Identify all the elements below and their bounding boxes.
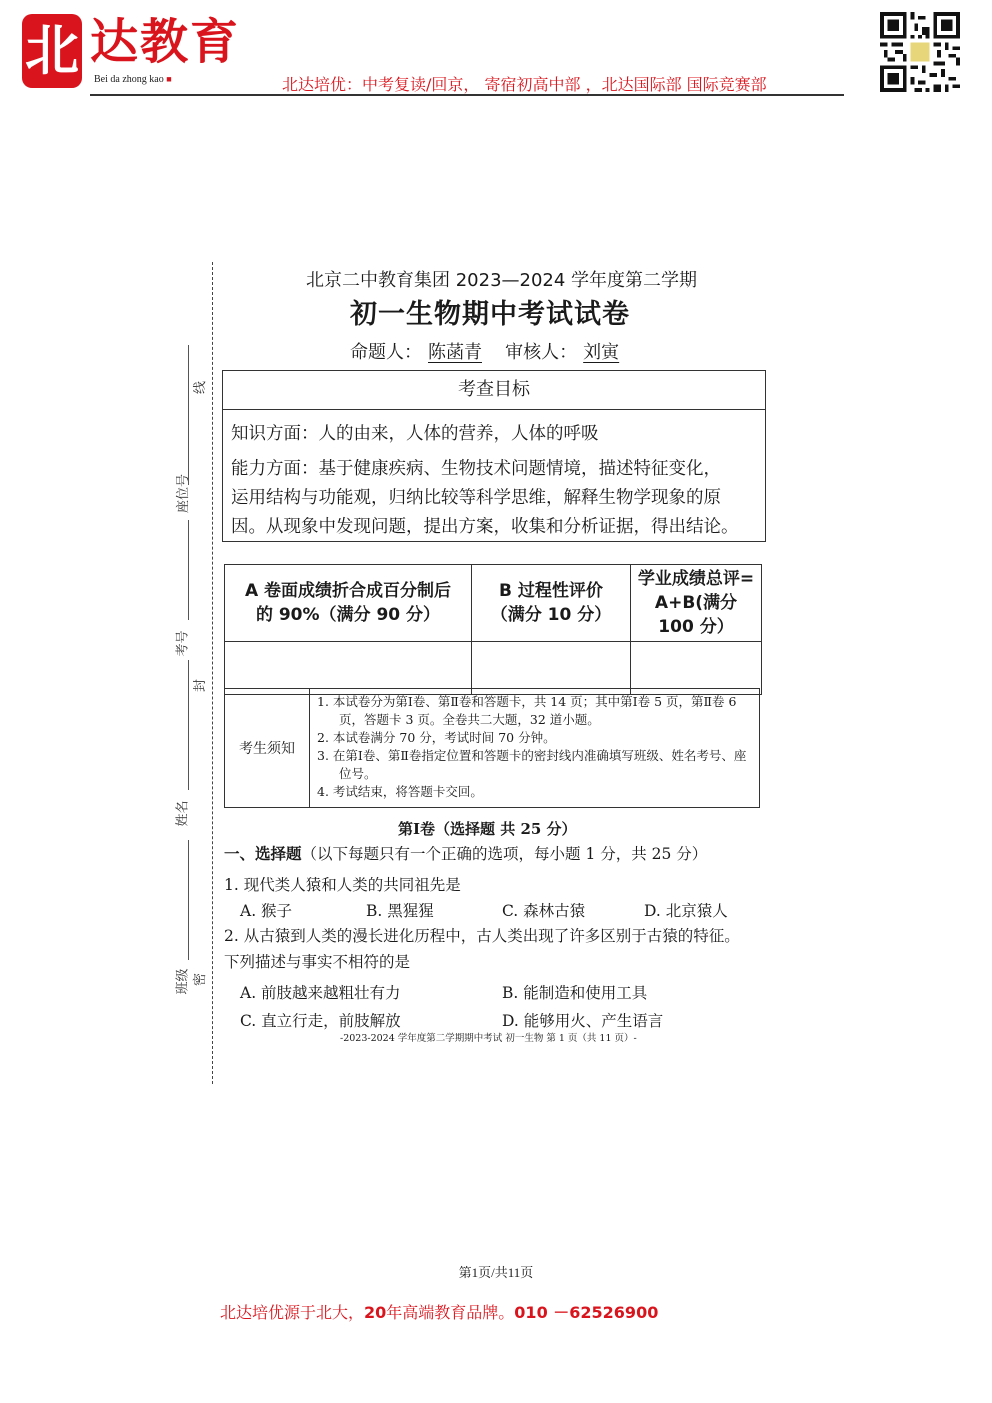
seal-dashed-line: [212, 262, 213, 1084]
notice-item: 4. 考试结束，将答题卡交回。: [317, 784, 483, 799]
question-2-option-a[interactable]: A. 前肢越来越粗壮有力: [240, 984, 401, 1002]
score-b-cell[interactable]: [472, 642, 631, 695]
section-1-heading: 一、选择题（以下每题只有一个正确的选项，每小题 1 分，共 25 分）: [224, 844, 708, 863]
goals-knowledge: 知识方面：人的由来，人体的营养，人体的呼吸: [231, 424, 599, 444]
scan-page-footer: -2023-2024 学年度第二学期期中考试 初一生物 第 1 页（共 11 页）-: [340, 1033, 637, 1044]
exam-goals-box: [222, 370, 766, 542]
score-col-a-header: A 卷面成绩折合成百分制后 的 90%（满分 90 分）: [225, 565, 472, 642]
question-2-option-b[interactable]: B. 能制造和使用工具: [502, 984, 648, 1002]
question-1-option-a[interactable]: A. 猴子: [240, 902, 293, 920]
question-2-stem: 2. 从古猿到人类的漫长进化历程中，古人类出现了许多区别于古猿的特征。: [224, 927, 740, 945]
question-1-option-c[interactable]: C. 森林古猿: [502, 902, 586, 920]
class-write-line: [188, 840, 189, 960]
goals-ability-line-1: 能力方面：基于健康疾病、生物技术问题情境，描述特征变化，: [231, 459, 721, 479]
notice-label: 考生须知: [225, 689, 310, 807]
goals-heading: 考查目标: [223, 371, 765, 410]
question-1-stem: 1. 现代类人猿和人类的共同祖先是: [224, 876, 461, 894]
margin-class-label: 班级: [175, 968, 191, 995]
footer-slogan: 北达培优源于北大，20年高端教育品牌。010 －62526900: [220, 1303, 659, 1322]
exam-title: 初一生物期中考试试卷: [350, 299, 630, 330]
margin-seal-label: 封: [193, 678, 209, 693]
author-name: 陈菡青: [428, 342, 482, 363]
contact-phone: 010 －62526900: [514, 1303, 659, 1322]
reviewer-name: 刘寅: [583, 342, 620, 363]
score-col-c-header: 学业成绩总评= A+B(满分 100 分）: [631, 565, 762, 642]
margin-secret-label: 密: [193, 972, 209, 987]
margin-exam-no-label: 考号: [175, 630, 191, 657]
notice-list: [317, 693, 753, 801]
brand-logo-text: 达教育: [90, 14, 241, 70]
question-2-stem-cont: 下列描述与事实不相符的是: [224, 953, 411, 971]
exam-no-write-line: [188, 520, 189, 620]
score-table: [224, 564, 762, 695]
notice-item: 1. 本试卷分为第Ⅰ卷、第Ⅱ卷和答题卡，共 14 页；其中第Ⅰ卷 5 页，第Ⅱ卷 6 页，答题卡 3 页。全卷共二大题，32 道小题。: [317, 694, 737, 727]
score-total-cell[interactable]: [631, 642, 762, 695]
brand-logo-subtitle: Bei da zhong kao ■: [94, 74, 172, 85]
question-1-option-d[interactable]: D. 北京猿人: [644, 902, 728, 920]
notice-item: 3. 在第Ⅰ卷、第Ⅱ卷指定位置和答题卡的密封线内准确填写班级、姓名考号、座位号。: [317, 748, 747, 781]
score-a-cell[interactable]: [225, 642, 472, 695]
qr-code-icon: [880, 12, 960, 92]
question-1-option-b[interactable]: B. 黑猩猩: [366, 902, 434, 920]
exam-school-term: 北京二中教育集团 2023—2024 学年度第二学期: [306, 270, 698, 291]
question-2-option-c[interactable]: C. 直立行走，前肢解放: [240, 1012, 401, 1030]
goals-ability-line-3: 因。从现象中发现问题，提出方案，收集和分析证据，得出结论。: [231, 517, 739, 537]
brand-logo-mark: 北: [22, 14, 82, 88]
page-number: 第1页/共11页: [458, 1265, 534, 1280]
exam-authors: 命题人： 陈菡青 审核人： 刘寅: [350, 338, 625, 364]
goals-ability-line-2: 运用结构与功能观，归纳比较等科学思维，解释生物学现象的原: [231, 488, 721, 508]
candidate-notice-box: [224, 688, 760, 808]
margin-seat-label: 座位号: [176, 473, 192, 514]
header-divider: [90, 94, 844, 96]
seat-write-line: [188, 345, 189, 485]
margin-name-label: 姓名: [175, 800, 191, 827]
header-slogan: 北达培优：中考复读/回京， 寄宿初高中部 ，北达国际部 国际竞赛部: [282, 75, 767, 94]
section-1-title: 第Ⅰ卷（选择题 共 25 分）: [398, 820, 577, 838]
margin-line-label: 线: [193, 380, 209, 395]
question-2-option-d[interactable]: D. 能够用火、产生语言: [502, 1012, 664, 1030]
score-col-b-header: B 过程性评价 （满分 10 分）: [472, 565, 631, 642]
notice-item: 2. 本试卷满分 70 分，考试时间 70 分钟。: [317, 730, 556, 745]
